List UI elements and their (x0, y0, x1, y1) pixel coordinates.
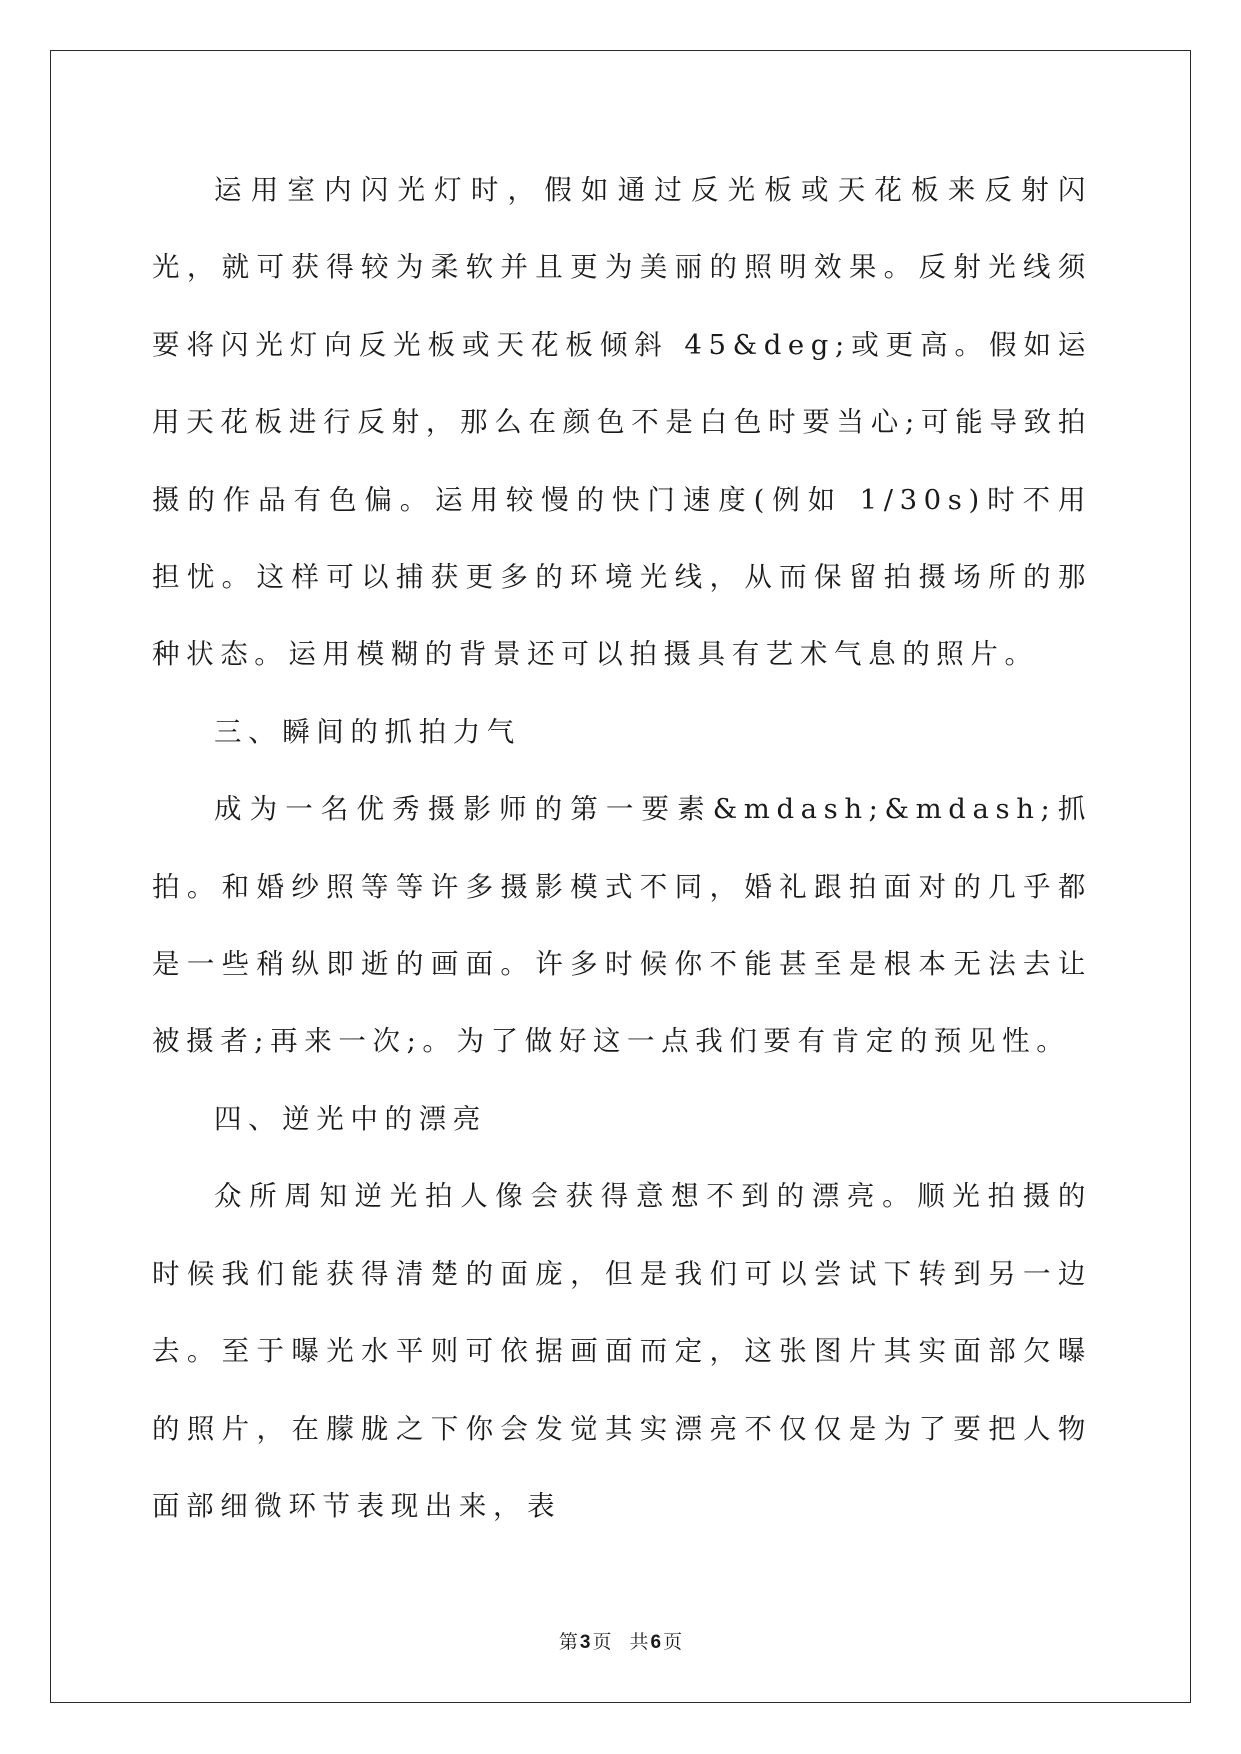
body-paragraph-flash: 运用室内闪光灯时，假如通过反光板或天花板来反射闪光，就可获得较为柔软并且更为美丽的照明效果。反射光线须要将闪光灯向反光板或天花板倾斜 45&deg;或更高。假如运用天花板进行反射，那么在颜色不是白色时要当心;可能导致拍摄的作品有色偏。运用较慢的快门速度(例如 1/30s)时不用担忧。这样可以捕获更多的环境光线，从而保留拍摄场所的那种状态。运用模糊的背景还可以拍摄具有艺术气息的照片。 (152, 174, 1092, 671)
total-page-number: 6 (650, 1632, 662, 1653)
current-page-number: 3 (579, 1632, 591, 1653)
footer-prefix: 第 (558, 1631, 578, 1653)
page-footer (0, 1630, 1241, 1655)
body-paragraph-snapshot: 成为一名优秀摄影师的第一要素&mdash;&mdash;抓拍。和婚纱照等等许多摄影模式不同，婚礼跟拍面对的几乎都是一些稍纵即逝的画面。许多时候你不能甚至是根本无法去让被摄者;再来一次;。为了做好这一点我们要有肯定的预见性。 (152, 793, 1092, 1058)
footer-total-prefix: 共 (629, 1631, 649, 1653)
body-paragraph-backlight: 众所周知逆光拍人像会获得意想不到的漂亮。顺光拍摄的时候我们能获得清楚的面庞，但是我们可以尝试下转到另一边去。至于曝光水平则可依据画面而定，这张图片其实面部欠曝的照片，在朦胧之下你会发觉其实漂亮不仅仅是为了要把人物面部细微环节表现出来，表 (152, 1180, 1092, 1522)
document-body (152, 152, 1092, 1545)
section-heading-backlight: 四、逆光中的漂亮 (214, 1102, 487, 1135)
footer-page-word: 页 (592, 1631, 612, 1653)
footer-total-suffix: 页 (663, 1631, 683, 1653)
section-heading-snapshot: 三、瞬间的抓拍力气 (214, 715, 521, 748)
